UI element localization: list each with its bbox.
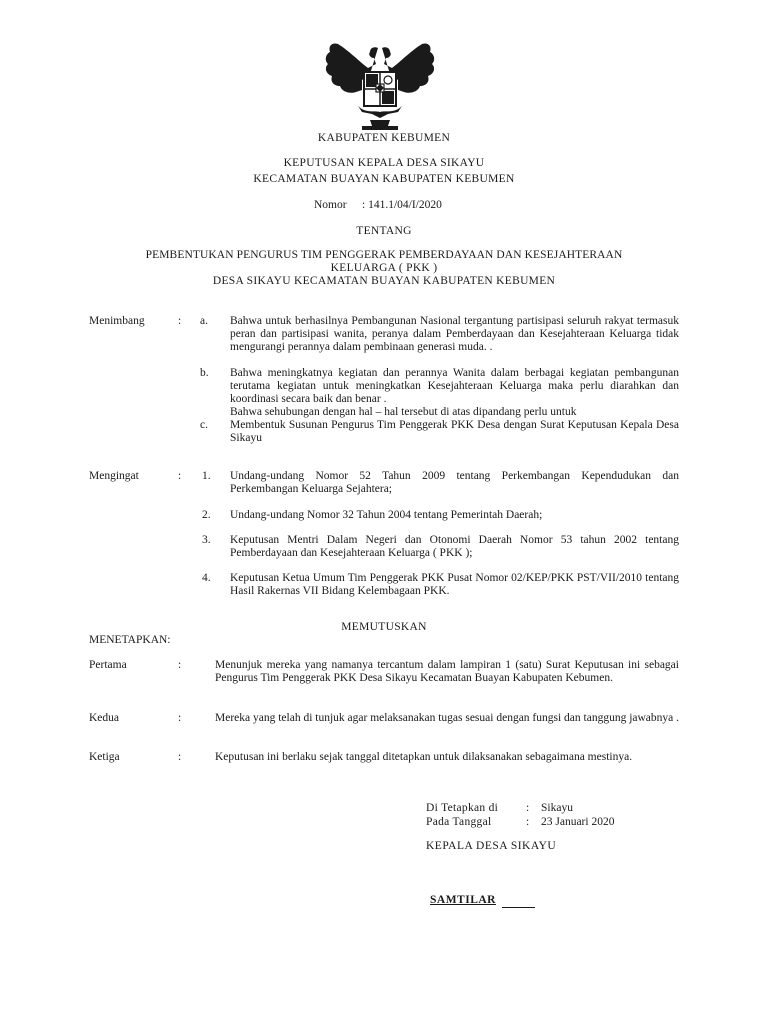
menimbang-item-b2: Bahwa sehubungan dengan hal – hal tersebut di atas dipandang perlu untuk [230,406,577,418]
mengingat-item-3: Keputusan Mentri Dalam Negeri dan Otonomi Daerah Nomor 53 tahun 2002 tentang Pemberdayaan dan Kesejahteraan Keluarga ( PKK ); [230,534,679,559]
mengingat-marker-2: 2. [202,509,211,521]
subject-line2: KELUARGA ( PKK ) [330,262,438,274]
memutuskan-heading: MEMUTUSKAN [341,621,427,633]
menimbang-item-a: Bahwa untuk berhasilnya Pembangunan Nasional tergantung partisipasi seluruh rakyat termasuk peran dan partisipasi wanita, peranya dalam Pemberdayaan dan Kesejahteraan Keluarga tidak mengurangi perannya dalam pembinaan generasi muda. . [230,315,679,353]
signature-position: KEPALA DESA SIKAYU [426,840,557,852]
signature-date-colon: : [526,816,530,828]
menetapkan-label: MENETAPKAN: [89,634,171,646]
decision-colon-kedua: : [178,712,182,724]
signature-underline [502,907,535,908]
subject-line1: PEMBENTUKAN PENGURUS TIM PENGGERAK PEMBERDAYAAN DAN KESEJAHTERAAN [145,249,623,261]
decision-label-ketiga: Ketiga [89,751,120,763]
decision-text-kedua: Mereka yang telah di tunjuk agar melaksanakan tugas sesuai dengan fungsi dan tanggung jawabnya . [215,712,680,724]
mengingat-marker-3: 3. [202,534,211,546]
menimbang-item-c: Membentuk Susunan Pengurus Tim Penggerak PKK Desa dengan Surat Keputusan Kepala Desa Sikayu [230,419,679,444]
menimbang-label: Menimbang [89,315,145,327]
menimbang-colon: : [178,315,182,327]
mengingat-item-2: Undang-undang Nomor 32 Tahun 2004 tentang Pemerintah Daerah; [230,509,543,521]
decision-colon-pertama: : [178,659,182,671]
nomor-value: : 141.1/04/I/2020 [362,199,442,211]
subject-line3: DESA SIKAYU KECAMATAN BUAYAN KABUPATEN KEBUMEN [212,275,556,287]
decision-text-pertama: Menunjuk mereka yang namanya tercantum dalam lampiran 1 (satu) Surat Keputusan ini sebagai Pengurus Tim Penggerak PKK Desa Sikayu Kecamatan Buayan Kabupaten Kebumen. [215,659,679,684]
decree-title-line1: KEPUTUSAN KEPALA DESA SIKAYU [283,157,485,169]
decision-label-kedua: Kedua [89,712,120,724]
regency-title: KABUPATEN KEBUMEN [317,132,451,144]
mengingat-marker-1: 1. [202,470,211,482]
nomor-label: Nomor [314,199,347,211]
decision-colon-ketiga: : [178,751,182,763]
mengingat-colon: : [178,470,182,482]
decree-title-line2: KECAMATAN BUAYAN KABUPATEN KEBUMEN [253,173,515,185]
decision-label-pertama: Pertama [89,659,127,671]
garuda-emblem-icon [318,40,442,132]
tentang-heading: TENTANG [356,225,412,237]
signature-date-value: 23 Januari 2020 [541,816,615,828]
signature-place-label: Di Tetapkan di [426,802,499,814]
menimbang-item-b: Bahwa meningkatnya kegiatan dan perannya Wanita dalam berbagai kegiatan pembangunan terutama kegiatan untuk meningkatkan Kesejahteraan Keluarga maka perlu diarahkan dan koordinasi secara baik dan benar . [230,367,679,405]
menimbang-marker-a: a. [200,315,208,327]
menimbang-marker-b: b. [200,367,209,379]
signature-place-value: Sikayu [541,802,573,814]
mengingat-item-1: Undang-undang Nomor 52 Tahun 2009 tentang Perkembangan Kependudukan dan Perkembangan Keluarga Sejahtera; [230,470,679,495]
decision-text-ketiga: Keputusan ini berlaku sejak tanggal ditetapkan untuk dilaksanakan sebagaimana mestinya. [215,751,633,763]
menimbang-marker-c: c. [200,419,208,431]
signature-name: SAMTILAR [430,894,496,906]
mengingat-marker-4: 4. [202,572,211,584]
signature-date-label: Pada Tanggal [426,816,492,828]
signature-place-colon: : [526,802,530,814]
mengingat-label: Mengingat [89,470,139,482]
mengingat-item-4: Keputusan Ketua Umum Tim Penggerak PKK Pusat Nomor 02/KEP/PKK PST/VII/2010 tentang Hasil Rakernas VII Bidang Kelembagaan PKK. [230,572,679,597]
